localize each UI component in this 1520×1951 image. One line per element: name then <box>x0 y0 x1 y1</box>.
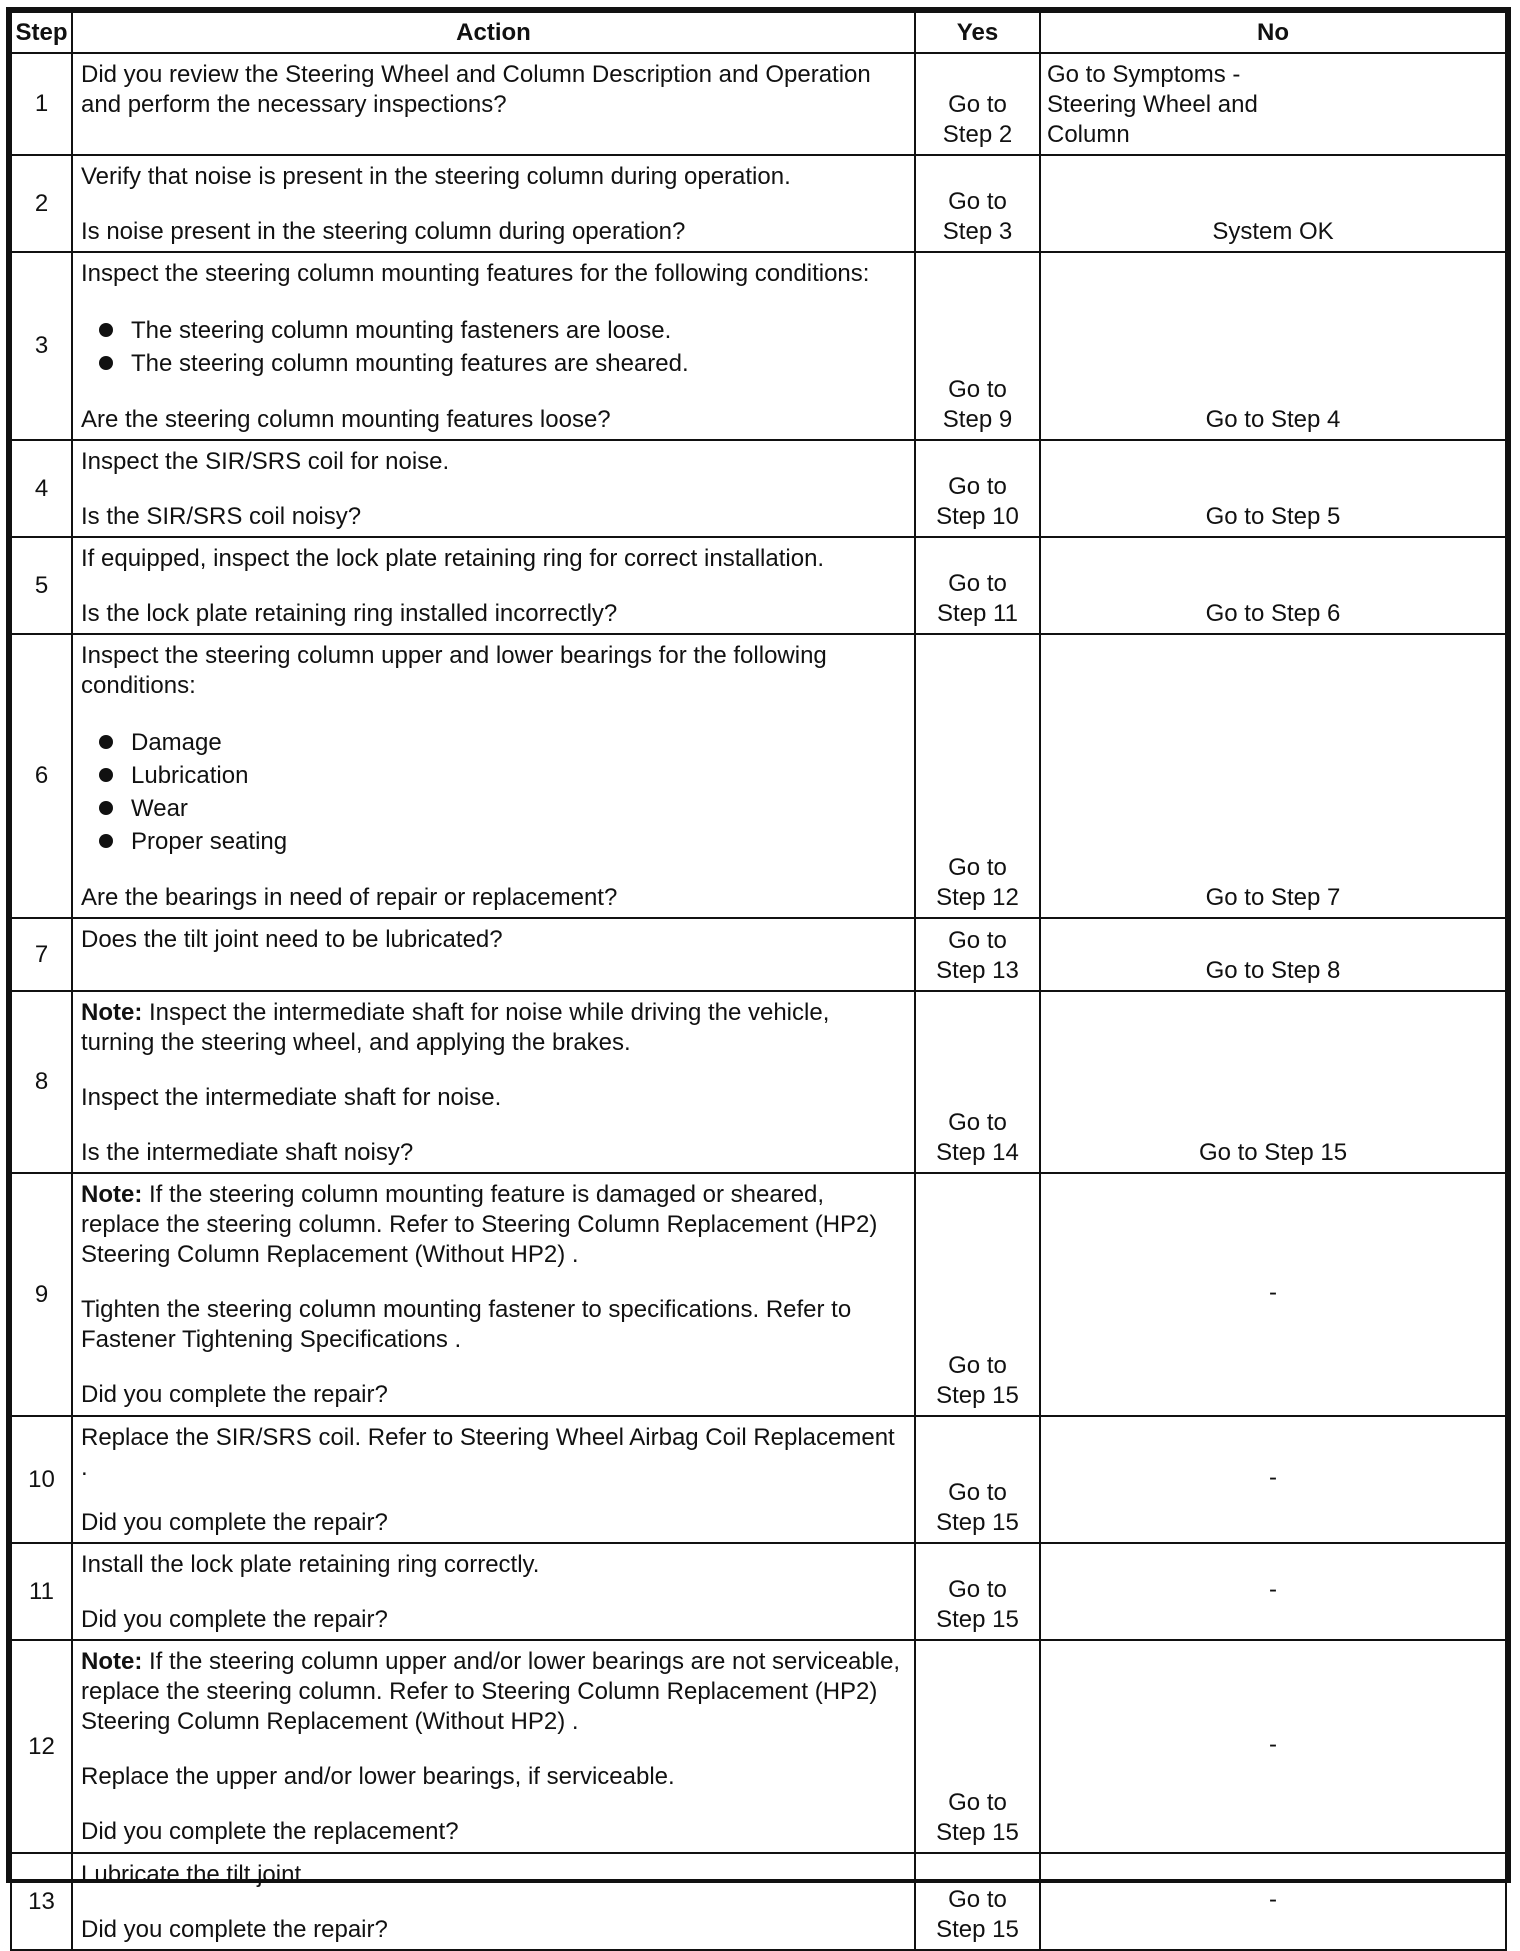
no-line: Column <box>1047 121 1130 148</box>
action-cell <box>72 918 915 991</box>
list-item <box>81 792 906 825</box>
note-text <box>81 1180 906 1270</box>
no-line: System OK <box>1212 218 1334 245</box>
no-line: Go to Step 8 <box>1205 957 1341 984</box>
yes-line: Go to <box>948 927 1007 954</box>
question-text: Is the lock plate retaining ring installed incorrectly? <box>81 600 618 627</box>
yes-cell <box>915 1543 1040 1640</box>
note-label: Note: <box>81 1648 143 1675</box>
yes-cell <box>915 537 1040 634</box>
bullet-icon <box>99 323 113 337</box>
table-row <box>11 155 1506 252</box>
bullet-icon <box>99 735 113 749</box>
table-row <box>11 991 1506 1173</box>
yes-line: Step 15 <box>936 1606 1019 1633</box>
yes-line: Step 14 <box>936 1139 1019 1166</box>
yes-line: Step 12 <box>936 884 1019 911</box>
no-line: - <box>1269 1885 1277 1913</box>
yes-cell <box>915 1640 1040 1853</box>
yes-line: Step 15 <box>936 1382 1019 1409</box>
bullet-icon <box>99 834 113 848</box>
yes-line: Go to <box>948 1576 1007 1603</box>
note-text <box>81 1647 906 1737</box>
yes-cell <box>915 252 1040 440</box>
no-cell <box>1040 537 1506 634</box>
table-row <box>11 1416 1506 1543</box>
action-cell <box>72 1640 915 1853</box>
note-text <box>81 998 906 1058</box>
header-row <box>11 12 1506 53</box>
yes-cell <box>915 1416 1040 1543</box>
table-row <box>11 1173 1506 1416</box>
action-cell <box>72 1543 915 1640</box>
action-cell <box>72 252 915 440</box>
yes-line: Step 3 <box>942 218 1013 245</box>
action-text: Does the tilt joint need to be lubricated? <box>81 926 503 953</box>
action-cell <box>72 991 915 1173</box>
yes-line: Step 15 <box>936 1509 1019 1536</box>
no-cell <box>1040 440 1506 537</box>
yes-line: Go to <box>948 854 1007 881</box>
yes-line: Step 15 <box>936 1916 1019 1943</box>
no-line: Go to Step 5 <box>1205 503 1341 530</box>
no-line: Steering Wheel and <box>1047 91 1258 118</box>
action-text: Did you review the Steering Wheel and Column Description and Operation and perform the necessary inspections? <box>81 61 871 118</box>
question-text: Did you complete the replacement? <box>81 1818 459 1845</box>
no-line: - <box>1269 1463 1277 1491</box>
table-row <box>11 537 1506 634</box>
step-number: 3 <box>11 252 72 440</box>
no-cell <box>1040 1853 1506 1950</box>
yes-line: Step 2 <box>942 121 1013 148</box>
yes-cell <box>915 1853 1040 1950</box>
table-row <box>11 1640 1506 1853</box>
list-item <box>81 314 906 347</box>
note-body: If the steering column upper and/or lower bearings are not serviceable, replace the steering column. Refer to Steering Column Replacement (HP2) Steering Column Replacement (Without HP2) . <box>81 1648 901 1735</box>
list-item <box>81 347 906 380</box>
list-item-text: Damage <box>131 729 222 756</box>
yes-line: Go to <box>948 1789 1007 1816</box>
no-cell <box>1040 1640 1506 1853</box>
list-item-text: Wear <box>131 795 188 822</box>
action-cell <box>72 1416 915 1543</box>
yes-line: Go to <box>948 188 1007 215</box>
action-text: Verify that noise is present in the steering column during operation. <box>81 163 791 190</box>
no-cell <box>1040 53 1506 155</box>
step-number: 4 <box>11 440 72 537</box>
list-item <box>81 825 906 858</box>
question-text: Did you complete the repair? <box>81 1916 388 1943</box>
step-number: 6 <box>11 634 72 918</box>
no-cell <box>1040 634 1506 918</box>
list-item-text: Lubrication <box>131 762 249 789</box>
no-line: - <box>1269 1575 1277 1603</box>
yes-cell <box>915 440 1040 537</box>
no-cell <box>1040 991 1506 1173</box>
diagnostic-table <box>10 11 1507 1951</box>
yes-line: Go to <box>948 1479 1007 1506</box>
note-body: Inspect the intermediate shaft for noise while driving the vehicle, turning the steering wheel, and applying the brakes. <box>81 999 830 1056</box>
no-line: Go to Step 6 <box>1205 600 1341 627</box>
action-text: Inspect the intermediate shaft for noise. <box>81 1084 502 1111</box>
yes-line: Go to <box>948 91 1007 118</box>
question-text: Is the SIR/SRS coil noisy? <box>81 503 362 530</box>
yes-line: Step 9 <box>942 406 1013 433</box>
header-no: No <box>1040 12 1506 53</box>
bullet-icon <box>99 356 113 370</box>
table-row <box>11 634 1506 918</box>
yes-cell <box>915 918 1040 991</box>
action-cell <box>72 634 915 918</box>
yes-cell <box>915 53 1040 155</box>
no-cell <box>1040 918 1506 991</box>
table-row <box>11 440 1506 537</box>
step-number: 13 <box>11 1853 72 1950</box>
table-row <box>11 918 1506 991</box>
yes-line: Step 10 <box>936 503 1019 530</box>
question-text: Did you complete the repair? <box>81 1509 388 1536</box>
note-label: Note: <box>81 999 143 1026</box>
no-line: Go to Step 15 <box>1198 1139 1348 1166</box>
condition-list <box>81 726 906 858</box>
no-cell <box>1040 1543 1506 1640</box>
action-text: Install the lock plate retaining ring correctly. <box>81 1551 540 1578</box>
no-cell <box>1040 1416 1506 1543</box>
action-cell <box>72 1853 915 1950</box>
action-text: Inspect the SIR/SRS coil for noise. <box>81 448 450 475</box>
action-text: If equipped, inspect the lock plate retaining ring for correct installation. <box>81 545 825 572</box>
no-line: Go to Step 7 <box>1205 884 1341 911</box>
yes-cell <box>915 991 1040 1173</box>
step-number: 11 <box>11 1543 72 1640</box>
condition-list <box>81 314 906 380</box>
bullet-icon <box>99 801 113 815</box>
list-item <box>81 726 906 759</box>
question-text: Is noise present in the steering column during operation? <box>81 218 686 245</box>
header-action: Action <box>72 12 915 53</box>
list-item-text: Proper seating <box>131 828 288 855</box>
step-number: 1 <box>11 53 72 155</box>
yes-line: Go to <box>948 1109 1007 1136</box>
yes-line: Step 15 <box>936 1819 1019 1846</box>
no-cell <box>1040 1173 1506 1416</box>
yes-line: Go to <box>948 570 1007 597</box>
table-row <box>11 1853 1506 1950</box>
action-text: Tighten the steering column mounting fastener to specifications. Refer to Fastener Tightening Specifications . <box>81 1296 852 1353</box>
question-text: Are the bearings in need of repair or replacement? <box>81 884 618 911</box>
step-number: 8 <box>11 991 72 1173</box>
yes-cell <box>915 634 1040 918</box>
action-cell <box>72 53 915 155</box>
action-cell <box>72 537 915 634</box>
header-step: Step <box>11 12 72 53</box>
table-row <box>11 53 1506 155</box>
note-label: Note: <box>81 1181 143 1208</box>
no-line: Go to Symptoms - <box>1047 61 1241 88</box>
diagnostic-table-frame <box>6 7 1511 1943</box>
yes-line: Go to <box>948 1886 1007 1913</box>
step-number: 5 <box>11 537 72 634</box>
list-item-text: The steering column mounting features are sheared. <box>131 350 689 377</box>
question-text: Are the steering column mounting features loose? <box>81 406 611 433</box>
question-text: Is the intermediate shaft noisy? <box>81 1139 414 1166</box>
header-yes: Yes <box>915 12 1040 53</box>
table-row <box>11 1543 1506 1640</box>
list-item <box>81 759 906 792</box>
yes-cell <box>915 1173 1040 1416</box>
no-line: - <box>1269 1278 1277 1306</box>
no-cell <box>1040 155 1506 252</box>
action-text: Replace the upper and/or lower bearings, if serviceable. <box>81 1763 675 1790</box>
table-row <box>11 252 1506 440</box>
yes-line: Step 11 <box>937 600 1018 627</box>
action-text: Replace the SIR/SRS coil. Refer to Steering Wheel Airbag Coil Replacement . <box>81 1424 895 1481</box>
yes-line: Step 13 <box>936 957 1019 984</box>
yes-line: Go to <box>948 473 1007 500</box>
step-number: 10 <box>11 1416 72 1543</box>
action-text: Lubricate the tilt joint. <box>81 1861 308 1888</box>
no-line: Go to Step 4 <box>1205 406 1341 433</box>
step-number: 9 <box>11 1173 72 1416</box>
step-number: 12 <box>11 1640 72 1853</box>
yes-line: Go to <box>948 1352 1007 1379</box>
action-cell <box>72 440 915 537</box>
action-cell <box>72 1173 915 1416</box>
no-cell <box>1040 252 1506 440</box>
question-text: Did you complete the repair? <box>81 1381 388 1408</box>
action-cell <box>72 155 915 252</box>
step-number: 2 <box>11 155 72 252</box>
question-text: Did you complete the repair? <box>81 1606 388 1633</box>
list-item-text: The steering column mounting fasteners are loose. <box>131 317 672 344</box>
note-body: If the steering column mounting feature is damaged or sheared, replace the steering column. Refer to Steering Column Replacement (HP2) Steering Column Replacement (Without HP2) . <box>81 1181 878 1268</box>
action-text: Inspect the steering column upper and lower bearings for the following conditions: <box>81 642 827 699</box>
action-text: Inspect the steering column mounting features for the following conditions: <box>81 260 870 287</box>
no-line: - <box>1269 1730 1277 1758</box>
step-number: 7 <box>11 918 72 991</box>
yes-line: Go to <box>948 376 1007 403</box>
yes-cell <box>915 155 1040 252</box>
bullet-icon <box>99 768 113 782</box>
